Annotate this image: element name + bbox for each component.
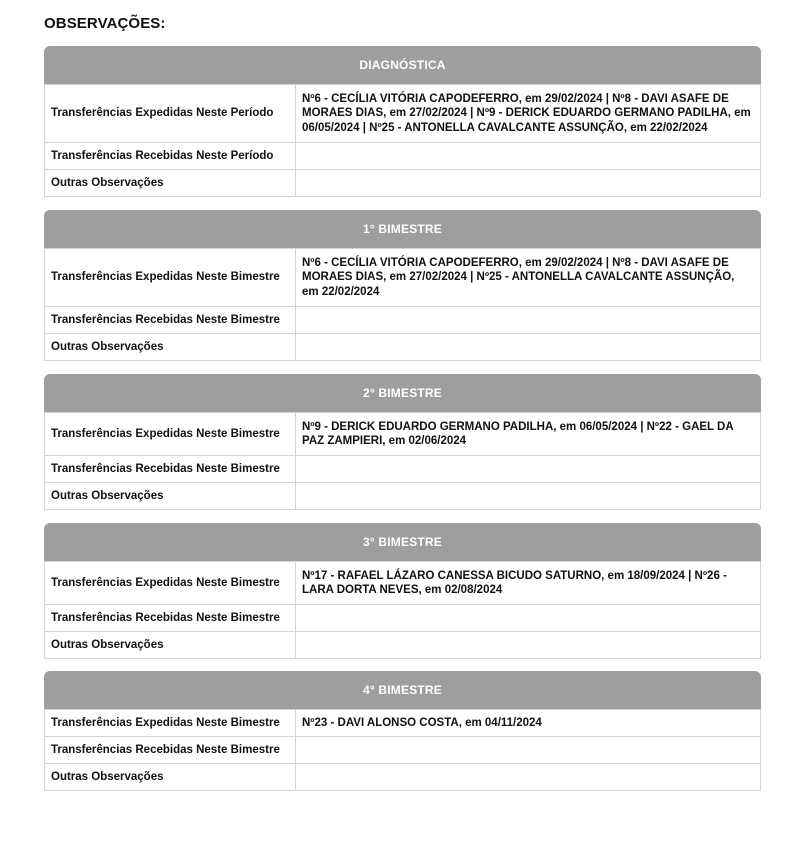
row-label: Transferências Expedidas Neste Bimestre (45, 710, 296, 737)
observations-table (44, 561, 761, 659)
section-bimestre-1 (44, 210, 761, 361)
row-label: Outras Observações (45, 764, 296, 791)
row-value: Nº23 - DAVI ALONSO COSTA, em 04/11/2024 (296, 710, 761, 737)
table-row (45, 85, 761, 143)
row-value (296, 632, 761, 659)
row-label: Outras Observações (45, 632, 296, 659)
row-label: Outras Observações (45, 334, 296, 361)
table-row (45, 483, 761, 510)
table-row (45, 249, 761, 307)
row-value (296, 334, 761, 361)
row-value (296, 483, 761, 510)
row-value: Nº6 - CECÍLIA VITÓRIA CAPODEFERRO, em 29/02/2024 | Nº8 - DAVI ASAFE DE MORAES DIAS, em 27/02/2024 | Nº25 - ANTONELLA CAVALCANTE ASSUNÇÃO, em 22/02/2024 (296, 249, 761, 307)
row-value (296, 737, 761, 764)
row-label: Outras Observações (45, 483, 296, 510)
row-label: Transferências Expedidas Neste Bimestre (45, 562, 296, 605)
table-row (45, 632, 761, 659)
row-value (296, 307, 761, 334)
row-value (296, 170, 761, 197)
table-row (45, 307, 761, 334)
table-row (45, 456, 761, 483)
row-value (296, 764, 761, 791)
row-value (296, 605, 761, 632)
table-row (45, 764, 761, 791)
row-label: Transferências Expedidas Neste Bimestre (45, 413, 296, 456)
row-label: Transferências Expedidas Neste Período (45, 85, 296, 143)
observations-table (44, 84, 761, 197)
row-value: Nº6 - CECÍLIA VITÓRIA CAPODEFERRO, em 29/02/2024 | Nº8 - DAVI ASAFE DE MORAES DIAS, em 27/02/2024 | Nº9 - DERICK EDUARDO GERMANO PADILHA, em 06/05/2024 | Nº25 - ANTONELLA CAVALCANTE ASSUNÇÃO, em 22/02/2024 (296, 85, 761, 143)
row-label: Transferências Recebidas Neste Bimestre (45, 737, 296, 764)
section-header: 4° BIMESTRE (44, 671, 761, 709)
observations-table (44, 412, 761, 510)
section-diagnostica (44, 46, 761, 197)
row-label: Transferências Recebidas Neste Período (45, 143, 296, 170)
row-value (296, 143, 761, 170)
row-label: Transferências Recebidas Neste Bimestre (45, 605, 296, 632)
section-header: 3° BIMESTRE (44, 523, 761, 561)
table-row (45, 562, 761, 605)
table-row (45, 334, 761, 361)
section-header: DIAGNÓSTICA (44, 46, 761, 84)
table-row (45, 170, 761, 197)
row-label: Transferências Recebidas Neste Bimestre (45, 456, 296, 483)
row-label: Outras Observações (45, 170, 296, 197)
table-row (45, 143, 761, 170)
section-header: 1° BIMESTRE (44, 210, 761, 248)
row-label: Transferências Recebidas Neste Bimestre (45, 307, 296, 334)
row-value: Nº9 - DERICK EDUARDO GERMANO PADILHA, em 06/05/2024 | Nº22 - GAEL DA PAZ ZAMPIERI, em 02/06/2024 (296, 413, 761, 456)
table-row (45, 413, 761, 456)
row-value: Nº17 - RAFAEL LÁZARO CANESSA BICUDO SATURNO, em 18/09/2024 | Nº26 - LARA DORTA NEVES, em 02/08/2024 (296, 562, 761, 605)
row-label: Transferências Expedidas Neste Bimestre (45, 249, 296, 307)
observations-table (44, 709, 761, 791)
page-title: OBSERVAÇÕES: (44, 15, 166, 32)
table-row (45, 737, 761, 764)
table-row (45, 710, 761, 737)
section-bimestre-4 (44, 671, 761, 791)
table-row (45, 605, 761, 632)
section-header: 2° BIMESTRE (44, 374, 761, 412)
observations-table (44, 248, 761, 361)
section-bimestre-3 (44, 523, 761, 659)
row-value (296, 456, 761, 483)
section-bimestre-2 (44, 374, 761, 510)
